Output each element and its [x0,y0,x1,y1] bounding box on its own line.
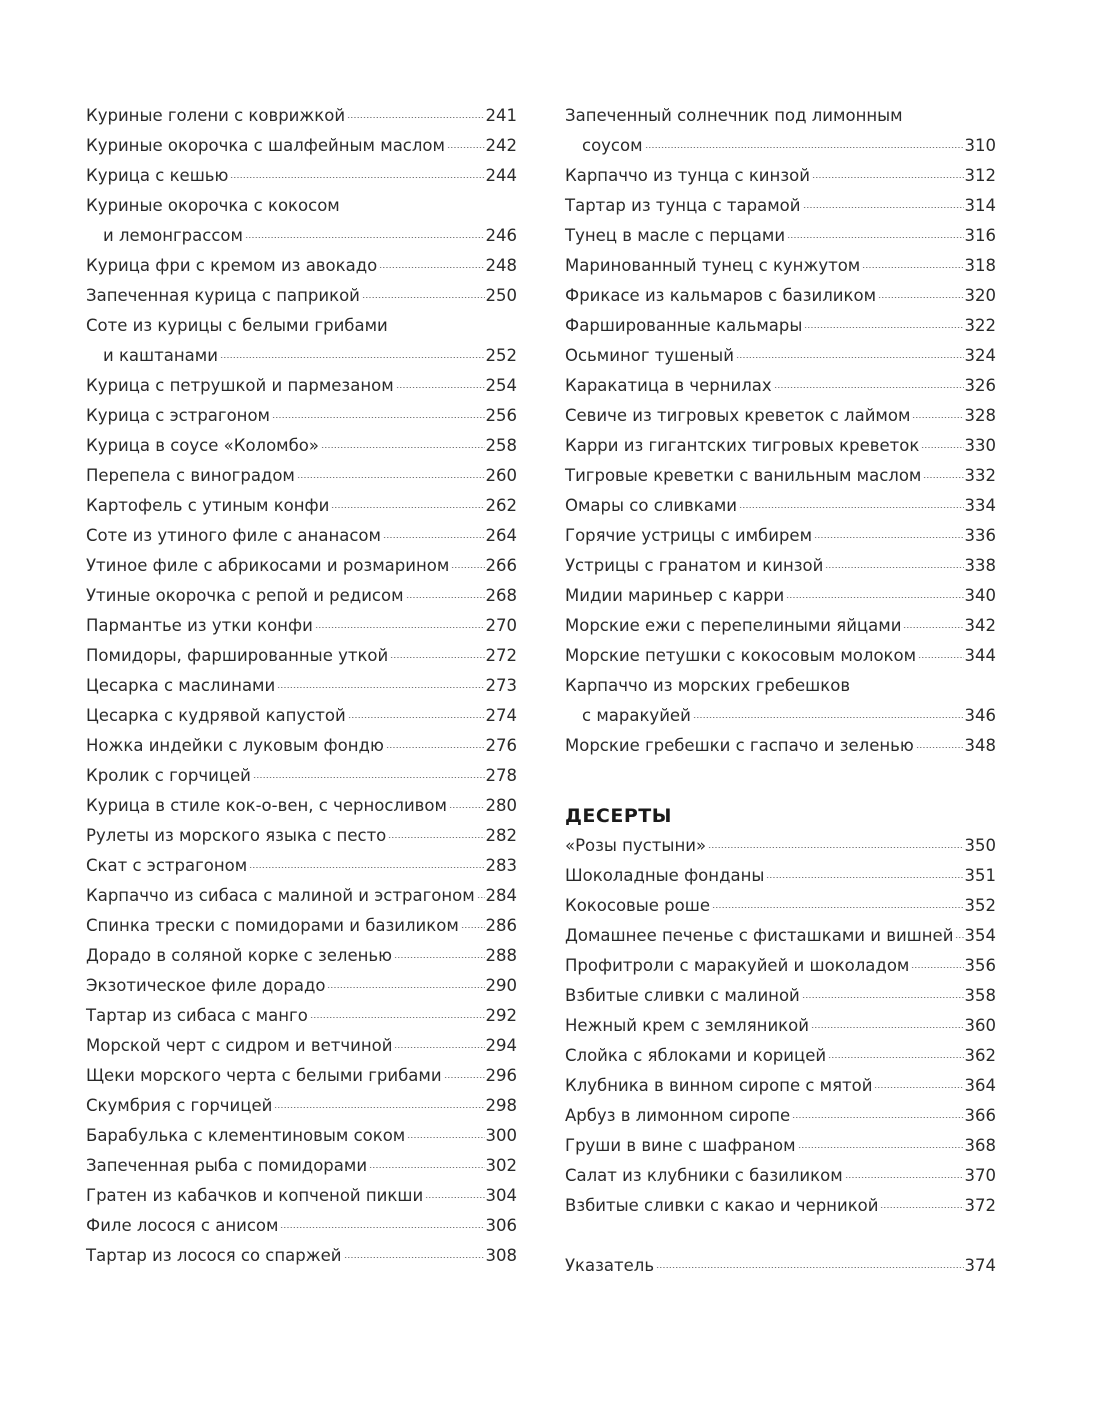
toc-entry-title: Арбуз в лимонном сиропе [565,1106,791,1125]
toc-entry [565,891,996,921]
dot-leader [912,412,963,418]
toc-entry-title: Утиное филе с абрикосами и розмарином [86,556,450,575]
toc-entry-title: Слойка с яблоками и корицей [565,1046,827,1065]
dot-leader [804,322,963,328]
toc-entry-title: Взбитые сливки с какао и черникой [565,1196,879,1215]
toc-entry [86,1091,517,1121]
toc-entry-page-number: 374 [964,1256,996,1275]
dot-leader [394,952,484,958]
toc-entry [86,761,517,791]
toc-entry [86,161,517,191]
section-heading-desserts: ДЕСЕРТЫ [565,805,672,827]
dot-leader [828,1052,963,1058]
toc-entry-page-number: 290 [485,976,517,995]
toc-entry-title: Кролик с горчицей [86,766,251,785]
toc-entry-page-number: 280 [485,796,517,815]
toc-entry-page-number: 324 [964,346,996,365]
toc-entry-page-number: 241 [485,106,517,125]
toc-entry-page-number: 308 [485,1246,517,1265]
toc-entry-title: Морские гребешки с гаспачо и зеленью [565,736,914,755]
toc-entry-title: Маринованный тунец с кунжутом [565,256,861,275]
toc-entry [565,861,996,891]
dot-leader [911,962,963,968]
toc-entry-page-number: 366 [964,1106,996,1125]
toc-entry [86,1181,517,1211]
toc-entry-page-number: 354 [964,926,996,945]
toc-entry [565,491,996,521]
dot-leader [656,1262,963,1268]
dot-leader [916,742,964,748]
dot-leader [383,532,485,538]
toc-entry-title: Кокосовые роше [565,896,711,915]
dot-leader [406,592,485,598]
dot-leader [803,202,964,208]
toc-entry [86,551,517,581]
toc-entry-title: Скумбрия с горчицей [86,1096,273,1115]
toc-entry [86,491,517,521]
dot-leader [277,682,484,688]
toc-entry-title: Запеченная рыба с помидорами [86,1156,368,1175]
toc-entry-page-number: 312 [964,166,996,185]
toc-entry-page-number: 356 [964,956,996,975]
toc-entry-title: Куриные окорочка с шалфейным маслом [86,136,445,155]
toc-entry [565,1251,996,1281]
toc-entry-title: Перепела с виноградом [86,466,295,485]
dot-leader [297,472,485,478]
toc-entry-title: Тартар из лосося со спаржей [86,1246,342,1265]
toc-entry-title: Домашнее печенье с фисташками и вишней [565,926,954,945]
dot-leader [331,502,484,508]
toc-entry-title: Карпаччо из тунца с кинзой [565,166,810,185]
toc-entry-page-number: 288 [485,946,517,965]
toc-entry-page-number: 300 [485,1126,517,1145]
toc-entry [86,701,517,731]
dot-leader [249,862,484,868]
dot-leader [825,562,963,568]
toc-entry [565,1041,996,1071]
toc-entry-page-number: 284 [485,886,517,905]
toc-entry [86,1241,517,1271]
toc-entry-page-number: 330 [964,436,996,455]
dot-leader [798,1142,964,1148]
dot-leader [845,1172,964,1178]
toc-entry-title: Тунец в масле с перцами [565,226,786,245]
toc-entry-title: Морские ежи с перепелиными яйцами [565,616,902,635]
toc-entry-title: Рулеты из морского языка с песто [86,826,387,845]
toc-entry [86,1001,517,1031]
toc-entry [86,941,517,971]
toc-entry [86,611,517,641]
dot-leader [362,292,485,298]
toc-entry [86,1211,517,1241]
toc-entry-page-number: 264 [485,526,517,545]
toc-entry-page-number: 258 [485,436,517,455]
dot-leader [386,742,485,748]
toc-entry-title: Мидии мариньер с карри [565,586,785,605]
spacer [565,1221,996,1251]
toc-entry-title: Филе лосося с анисом [86,1216,279,1235]
dot-leader [274,1102,484,1108]
toc-entry-page-number: 372 [964,1196,996,1215]
dot-leader [814,532,963,538]
toc-entry-title: Каракатица в чернилах [565,376,772,395]
toc-entry-page-number: 254 [485,376,517,395]
dot-leader [921,442,963,448]
toc-entry-title: Осьминог тушеный [565,346,734,365]
toc-entry-title: «Розы пустыни» [565,836,707,855]
toc-entry-page-number: 322 [964,316,996,335]
toc-entry-page-number: 334 [964,496,996,515]
toc-entry-page-number: 242 [485,136,517,155]
toc-entry-page-number: 344 [964,646,996,665]
toc-entry-page-number: 286 [485,916,517,935]
toc-entry [565,701,996,731]
toc-entry-title: Горячие устрицы с имбирем [565,526,813,545]
toc-entry-page-number: 338 [964,556,996,575]
toc-entry [565,1131,996,1161]
toc-entry-title: Скат с эстрагоном [86,856,248,875]
toc-entry-page-number: 314 [964,196,996,215]
toc-entry-title: Севиче из тигровых креветок с лаймом [565,406,911,425]
toc-entry [86,341,517,371]
dot-leader [447,142,485,148]
toc-entry-page-number: 283 [485,856,517,875]
toc-entry [86,881,517,911]
toc-entry-page-number: 332 [964,466,996,485]
toc-entry-title: Салат из клубники с базиликом [565,1166,843,1185]
dot-leader [444,1072,485,1078]
toc-entry-title: Дорадо в соляной корке с зеленью [86,946,393,965]
toc-entry-title-continuation: и лемонграссом [103,226,243,245]
dot-leader [878,292,963,298]
toc-entry-page-number: 326 [964,376,996,395]
toc-entry [86,851,517,881]
dot-leader [739,502,963,508]
toc-entry [86,581,517,611]
toc-entry [565,341,996,371]
toc-entry-title: Ножка индейки с луковым фондю [86,736,384,755]
toc-entry-page-number: 272 [485,646,517,665]
dot-leader [344,1252,485,1258]
toc-entry [565,161,996,191]
dot-leader [425,1192,484,1198]
toc-seafood-list [565,101,996,761]
toc-entry-page-number: 358 [964,986,996,1005]
toc-desserts-list [565,831,996,1221]
toc-entry-page-number: 294 [485,1036,517,1055]
toc-entry-title: Карпаччо из сибаса с малиной и эстрагоном [86,886,475,905]
toc-entry [86,1121,517,1151]
dot-leader [708,842,963,848]
toc-entry [565,1071,996,1101]
toc-entry-page-number: 370 [964,1166,996,1185]
toc-entry [565,131,996,161]
dot-leader [645,142,964,148]
toc-entry [565,521,996,551]
toc-entry-page-number: 268 [485,586,517,605]
toc-entry [565,221,996,251]
toc-entry-page-number: 248 [485,256,517,275]
dot-leader [379,262,484,268]
toc-entry-page-number: 316 [964,226,996,245]
toc-entry [86,221,517,251]
toc-entry-title: Пармантье из утки конфи [86,616,313,635]
dot-leader [347,112,484,118]
toc-entry-page-number: 246 [485,226,517,245]
toc-entry [86,131,517,161]
toc-entry [86,461,517,491]
toc-entry-page-number: 364 [964,1076,996,1095]
toc-entry-title: Шоколадные фонданы [565,866,765,885]
toc-entry-title: Барабулька с клементиновым соком [86,1126,406,1145]
toc-entry-page-number: 252 [485,346,517,365]
dot-leader [369,1162,484,1168]
toc-entry-title: Взбитые сливки с малиной [565,986,800,1005]
dot-leader [230,172,484,178]
toc-entry-page-number: 302 [485,1156,517,1175]
toc-entry [565,1101,996,1131]
dot-leader [862,262,963,268]
dot-leader [321,442,485,448]
toc-entry [86,521,517,551]
toc-entry-title: Курица фри с кремом из авокадо [86,256,378,275]
toc-entry-title-line: Соте из курицы с белыми грибами [86,316,388,335]
toc-entry-page-number: 282 [485,826,517,845]
toc-entry-page-number: 320 [964,286,996,305]
toc-entry-page-number: 340 [964,586,996,605]
dot-leader [327,982,484,988]
toc-entry-page-number: 244 [485,166,517,185]
toc-entry-title: Груши в вине с шафраном [565,1136,796,1155]
dot-leader [693,712,964,718]
dot-leader [812,172,964,178]
toc-entry-title: Соте из утиного филе с ананасом [86,526,381,545]
toc-entry-title: Тартар из тунца с тарамой [565,196,801,215]
toc-entry-title: Курица в соусе «Коломбо» [86,436,319,455]
toc-index-entry [565,1251,996,1281]
toc-entry-title: Куриные голени с коврижкой [86,106,346,125]
toc-entry-page-number: 273 [485,676,517,695]
dot-leader [736,352,964,358]
toc-entry-page-number: 350 [964,836,996,855]
dot-leader [245,232,485,238]
toc-entry-page-number: 352 [964,896,996,915]
dot-leader [802,992,964,998]
toc-entry-page-number: 348 [964,736,996,755]
dot-leader [253,772,485,778]
dot-leader [348,712,485,718]
toc-entry [565,611,996,641]
toc-entry [86,1151,517,1181]
toc-entry [565,401,996,431]
dot-leader [477,892,485,898]
toc-entry-title-line: Карпаччо из морских гребешков [565,676,851,695]
toc-entry [86,971,517,1001]
toc-entry-page-number: 336 [964,526,996,545]
toc-entry-page-number: 310 [964,136,996,155]
toc-entry [565,731,996,761]
toc-entry-title: Помидоры, фаршированные уткой [86,646,389,665]
toc-entry-title: Тигровые креветки с ванильным маслом [565,466,922,485]
toc-entry-page-number: 368 [964,1136,996,1155]
dot-leader [792,1112,963,1118]
toc-entry-title: Курица с кешью [86,166,229,185]
toc-entry-title: Карри из гигантских тигровых креветок [565,436,920,455]
dot-leader [874,1082,963,1088]
toc-entry [565,371,996,401]
toc-entry-title: Морские петушки с кокосовым молоком [565,646,917,665]
toc-entry-title: Морской черт с сидром и ветчиной [86,1036,393,1055]
toc-entry [86,671,517,701]
toc-entry-page-number: 318 [964,256,996,275]
toc-entry [86,281,517,311]
toc-entry [565,921,996,951]
toc-left-column [86,101,517,1271]
toc-entry [565,641,996,671]
toc-entry-page-number: 250 [485,286,517,305]
dot-leader [449,802,485,808]
toc-entry-title: Указатель [565,1256,655,1275]
dot-leader [903,622,963,628]
dot-leader [880,1202,963,1208]
dot-leader [774,382,964,388]
dot-leader [407,1132,484,1138]
toc-entry [86,1061,517,1091]
toc-entry [565,1191,996,1221]
toc-entry-page-number: 342 [964,616,996,635]
toc-entry [565,1011,996,1041]
dot-leader [766,872,963,878]
toc-entry [86,1031,517,1061]
dot-leader [918,652,963,658]
toc-entry-title: Фаршированные кальмары [565,316,803,335]
dot-leader [923,472,963,478]
toc-entry-page-number: 266 [485,556,517,575]
toc-entry-page-number: 292 [485,1006,517,1025]
toc-entry-title: Курица в стиле кок-о-вен, с черносливом [86,796,447,815]
dot-leader [272,412,485,418]
toc-entry [565,981,996,1011]
toc-entry [86,791,517,821]
toc-entry [565,311,996,341]
toc-entry-title: Картофель с утиным конфи [86,496,330,515]
toc-entry-page-number: 296 [485,1066,517,1085]
toc-entry-title: Устрицы с гранатом и кинзой [565,556,824,575]
toc-entry-page-number: 262 [485,496,517,515]
toc-entry-title-continuation: с маракуйей [582,706,691,725]
toc-right-column [565,101,996,1281]
toc-entry [565,191,996,221]
dot-leader [390,652,484,658]
toc-entry [565,551,996,581]
dot-leader [955,932,963,938]
toc-entry [565,251,996,281]
toc-entry-page-number: 298 [485,1096,517,1115]
toc-entry-page-number: 256 [485,406,517,425]
dot-leader [811,1022,964,1028]
toc-entry-title-continuation: соусом [582,136,643,155]
dot-leader [280,1222,484,1228]
toc-entry [86,641,517,671]
toc-entry [86,251,517,281]
toc-entry-page-number: 346 [964,706,996,725]
toc-entry-title: Щеки морского черта с белыми грибами [86,1066,442,1085]
toc-entry [86,431,517,461]
toc-entry [86,371,517,401]
toc-entry [86,101,517,131]
toc-entry-title: Профитроли с маракуйей и шоколадом [565,956,910,975]
toc-entry-title: Тартар из сибаса с манго [86,1006,308,1025]
toc-entry-title-line: Запеченный солнечник под лимонным [565,106,903,125]
dot-leader [396,382,485,388]
toc-entry-title: Цесарка с кудрявой капустой [86,706,346,725]
toc-entry [565,461,996,491]
toc-entry-title: Омары со сливками [565,496,738,515]
toc-entry [86,401,517,431]
toc-entry-page-number: 270 [485,616,517,635]
toc-entry-page-number: 360 [964,1016,996,1035]
toc-entry [86,731,517,761]
dot-leader [220,352,485,358]
toc-entry-title: Спинка трески с помидорами и базиликом [86,916,459,935]
dot-leader [394,1042,484,1048]
dot-leader [451,562,484,568]
toc-entry-page-number: 304 [485,1186,517,1205]
toc-entry [86,911,517,941]
toc-entry-title: Гратен из кабачков и копченой пикши [86,1186,424,1205]
toc-entry-title: Клубника в винном сиропе с мятой [565,1076,873,1095]
toc-entry-page-number: 351 [964,866,996,885]
dot-leader [388,832,484,838]
toc-entry [565,581,996,611]
toc-entry-title: Утиные окорочка с репой и редисом [86,586,404,605]
toc-entry-page-number: 306 [485,1216,517,1235]
dot-leader [787,232,963,238]
toc-entry-page-number: 276 [485,736,517,755]
toc-entry-page-number: 328 [964,406,996,425]
dot-leader [315,622,485,628]
toc-entry [565,1161,996,1191]
dot-leader [786,592,963,598]
toc-entry-title-continuation: и каштанами [103,346,218,365]
toc-entry-title: Курица с петрушкой и пармезаном [86,376,394,395]
toc-entry [565,951,996,981]
toc-entry-title: Фрикасе из кальмаров с базиликом [565,286,877,305]
toc-entry-page-number: 278 [485,766,517,785]
toc-entry [565,831,996,861]
toc-entry [565,281,996,311]
dot-leader [712,902,963,908]
toc-entry-page-number: 362 [964,1046,996,1065]
toc-entry-title-line: Куриные окорочка с кокосом [86,196,340,215]
toc-entry-title: Цесарка с маслинами [86,676,276,695]
toc-entry-title: Нежный крем с земляникой [565,1016,809,1035]
toc-entry [565,431,996,461]
toc-entry-page-number: 260 [485,466,517,485]
dot-leader [461,922,485,928]
toc-entry-page-number: 274 [485,706,517,725]
toc-entry [86,821,517,851]
dot-leader [310,1012,485,1018]
toc-entry-title: Экзотическое филе дорадо [86,976,326,995]
toc-entry-title: Запеченная курица с паприкой [86,286,360,305]
toc-entry-title: Курица с эстрагоном [86,406,270,425]
